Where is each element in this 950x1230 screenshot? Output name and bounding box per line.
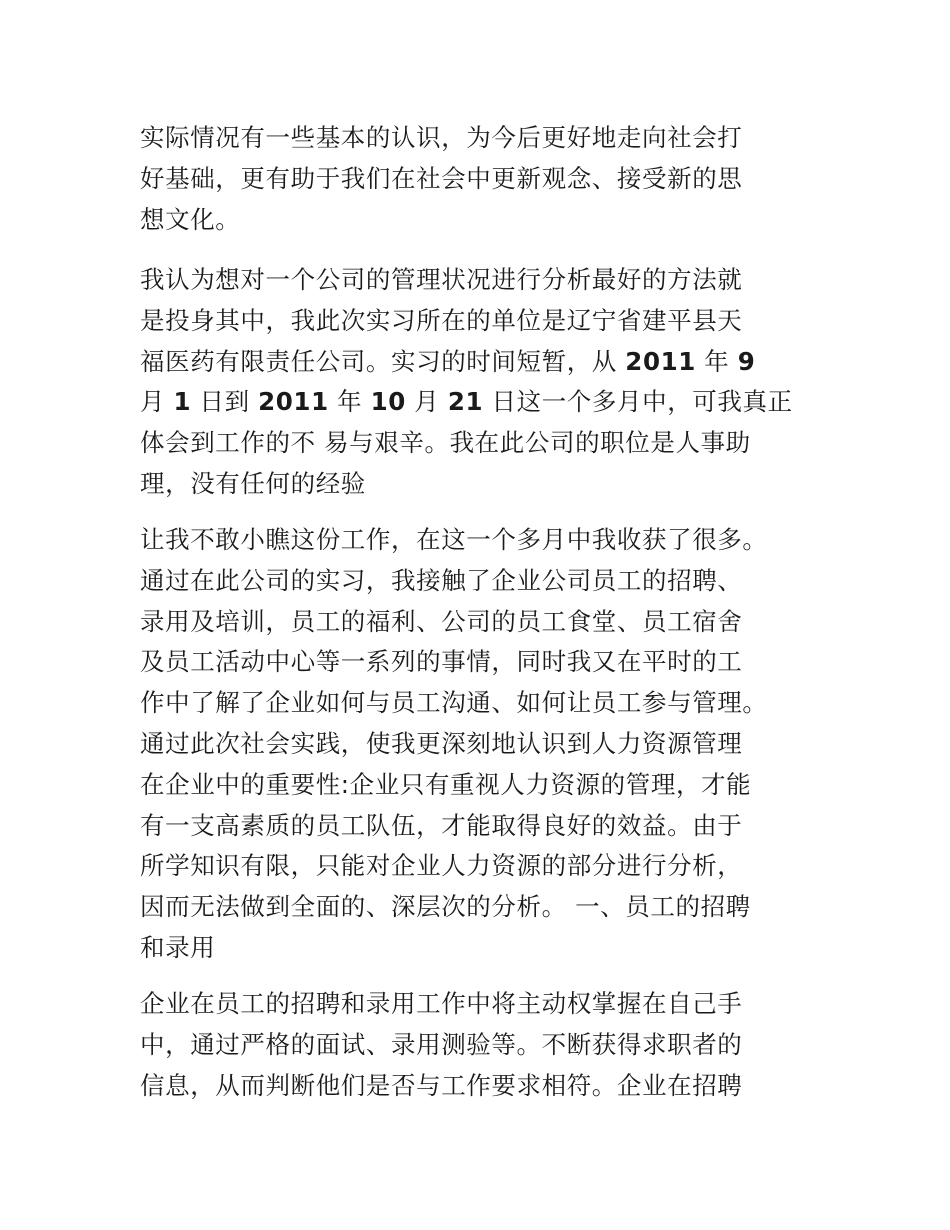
paragraph-line: 月 1 日到 2011 年 10 月 21 日这一个多月中，可我真正 — [140, 387, 793, 417]
paragraph-line: 体会到工作的不 易与艰辛。我在此公司的职位是人事助 — [140, 428, 751, 458]
paragraph-line: 作中了解了企业如何与员工沟通、如何让员工参与管理。 — [140, 688, 768, 718]
paragraph-line: 想文化。 — [140, 204, 241, 234]
paragraph-line: 所学知识有限，只能对企业人力资源的部分进行分析， — [140, 851, 743, 881]
paragraph-line: 让我不敢小瞧这份工作，在这一个多月中我收获了很多。 — [140, 525, 768, 554]
paragraph-line: 实际情况有一些基本的认识，为今后更好地走向社会打 — [140, 123, 743, 152]
paragraph-line: 好基础，更有助于我们在社会中更新观念、接受新的思 — [140, 163, 743, 193]
paragraph-line: 有一支高素质的员工队伍，才能取得良好的效益。由于 — [140, 810, 743, 840]
paragraph-line: 及员工活动中心等一系列的事情，同时我又在平时的工 — [140, 647, 743, 677]
paragraph-line: 因而无法做到全面的、深层次的分析。 一、员工的招聘 — [140, 892, 751, 922]
paragraph-line: 在企业中的重要性:企业只有重视人力资源的管理，才能 — [140, 769, 752, 799]
paragraph-line: 信息，从而判断他们是否与工作要求相符。企业在招聘 — [140, 1070, 743, 1100]
paragraph-line: 录用及培训，员工的福利、公司的员工食堂、员工宿舍 — [140, 606, 743, 636]
paragraph-line: 和录用 — [140, 932, 216, 962]
paragraph-line: 通过在此公司的实习，我接触了企业公司员工的招聘、 — [140, 565, 743, 595]
paragraph-4 — [140, 984, 810, 1106]
paragraph-3 — [140, 520, 810, 969]
paragraph-2 — [140, 260, 810, 505]
paragraph-line: 中，通过严格的面试、录用测验等。不断获得求职者的 — [140, 1029, 743, 1059]
paragraph-line: 我认为想对一个公司的管理状况进行分析最好的方法就 — [140, 265, 743, 294]
paragraph-line: 理，没有任何的经验 — [140, 468, 366, 498]
paragraph-line: 企业在员工的招聘和录用工作中将主动权掌握在自己手 — [140, 989, 743, 1018]
paragraph-line: 通过此次社会实践，使我更深刻地认识到人力资源管理 — [140, 728, 743, 758]
paragraph-line: 是投身其中，我此次实习所在的单位是辽宁省建平县天 — [140, 305, 743, 335]
paragraph-1 — [140, 118, 810, 240]
paragraph-line: 福医药有限责任公司。实习的时间短暂，从 2011 年 9 — [140, 346, 756, 376]
